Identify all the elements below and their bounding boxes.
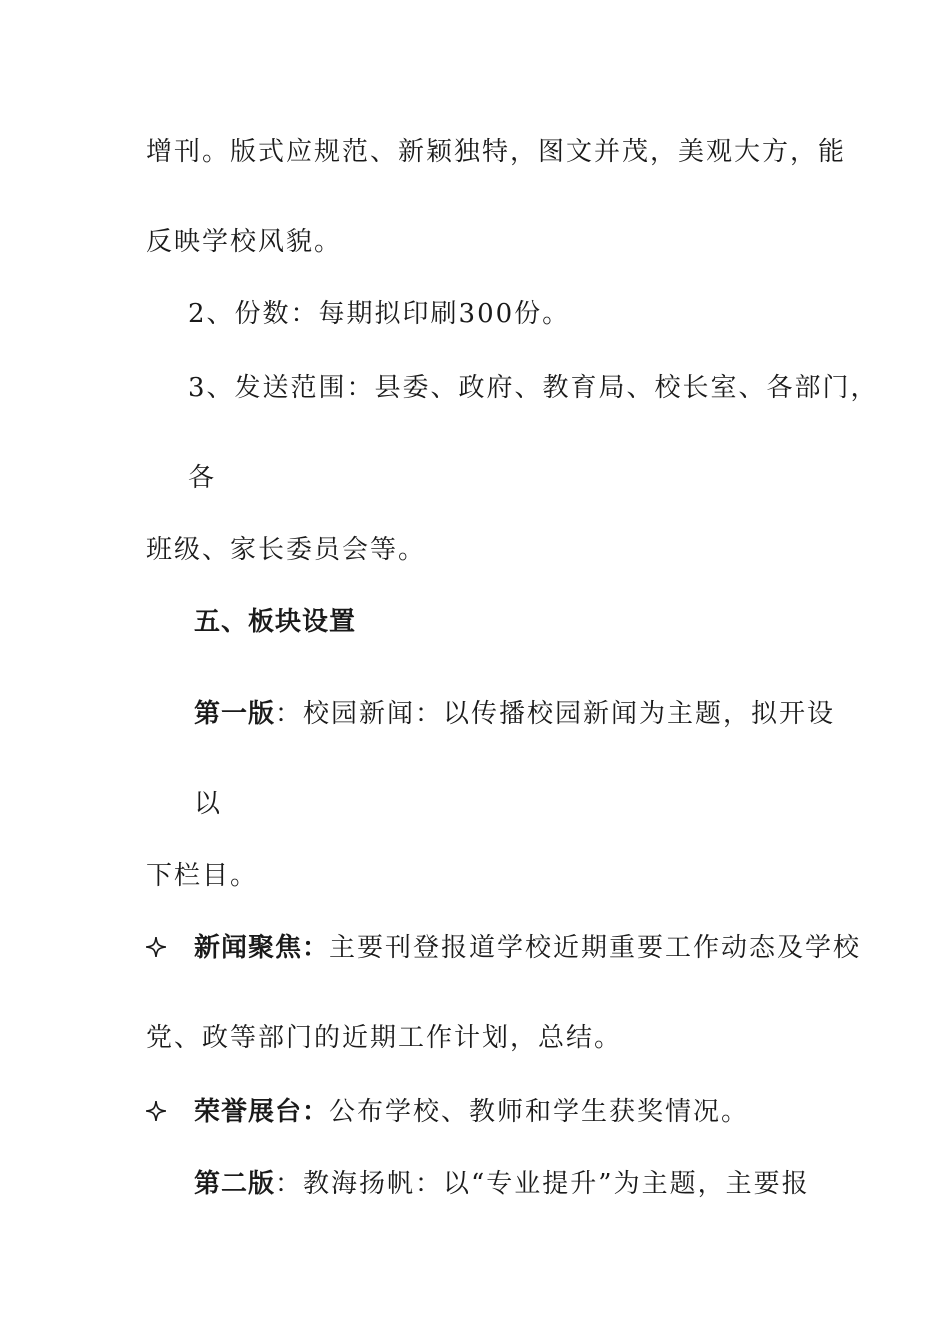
edition-text: ：教海扬帆：以“专业提升”为主题，主要报 [275,1169,810,1199]
four-point-star-icon [146,937,166,957]
bullet-label: 荣誉展台： [194,1097,330,1127]
edition-text: ：校园新闻：以传播校园新闻为主题，拟开设 [275,699,836,729]
paragraph-line: 下栏目。 [146,861,259,891]
bullet-item-news-focus [194,930,861,966]
list-item-distribution: 3、发送范围：县委、政府、教育局、校长室、各部门， [188,373,879,403]
list-item-copies: 2、份数：每期拟印刷300份。 [188,299,571,329]
bullet-label: 新闻聚焦： [194,933,330,963]
paragraph-line [194,696,835,732]
four-point-star-icon [146,1101,166,1121]
bullet-text: 主要刊登报道学校近期重要工作动态及学校 [329,933,862,963]
edition-label: 第一版 [194,699,276,729]
bullet-text: 公布学校、教师和学生获奖情况。 [329,1097,750,1127]
section-heading: 五、板块设置 [194,607,357,637]
paragraph-line: 反映学校风貌。 [146,227,343,257]
bullet-item-honor-board [194,1094,749,1130]
paragraph-line: 以 [194,789,223,819]
paragraph-line: 各 [188,463,217,493]
paragraph-line: 增刊。版式应规范、新颖独特，图文并茂，美观大方，能 [146,137,847,167]
edition-label: 第二版 [194,1169,276,1199]
paragraph-line [194,1166,810,1202]
paragraph-line: 班级、家长委员会等。 [146,535,427,565]
paragraph-line: 党、政等部门的近期工作计划，总结。 [146,1023,623,1053]
